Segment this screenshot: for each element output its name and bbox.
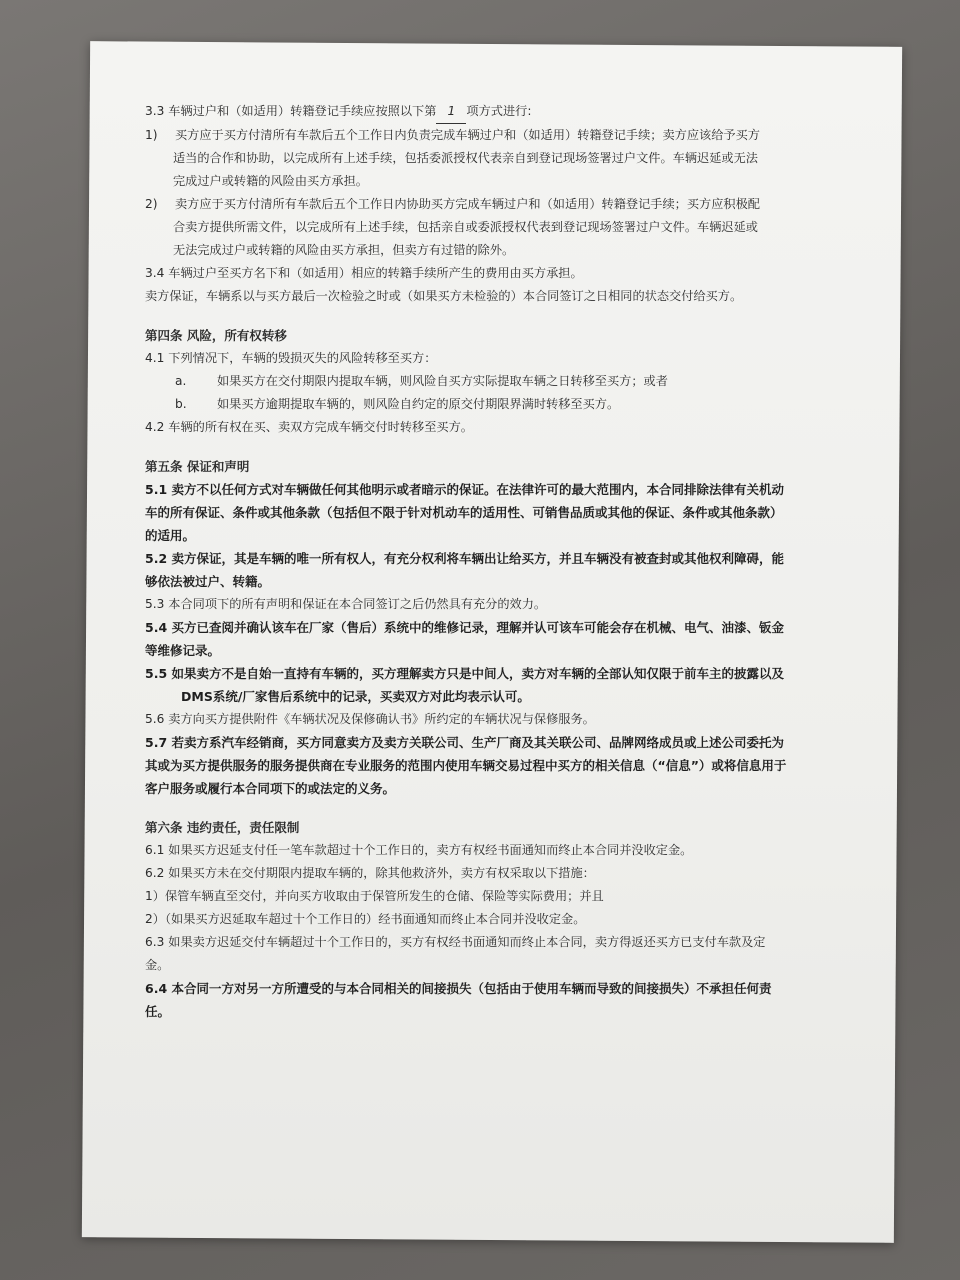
- seller-guarantee: 卖方保证，车辆系以与买方最后一次检验之时或（如果买方未检验的）本合同签订之日相同的状态交付给买方。: [145, 289, 743, 303]
- clause-5-4: 5.4 买方已查阅并确认该车在厂家（售后）系统中的维修记录，理解并认可该车可能会存在机械、电气、油漆、钣金: [145, 620, 784, 635]
- clause-5-7-cont: 其或为买方提供服务的服务提供商在专业服务的范围内使用车辆交易过程中买方的相关信息（“信息”）或将信息用于: [145, 758, 787, 773]
- section-5-heading: 第五条 保证和声明: [145, 459, 250, 474]
- clause-3-3: [145, 100, 845, 124]
- clause-6-1: 6.1 如果买方迟延支付任一笔车款超过十个工作日的，卖方有权经书面通知而终止本合同并没收定金。: [145, 843, 693, 857]
- clause-5-7-cont: 客户服务或履行本合同项下的或法定的义务。: [145, 781, 396, 796]
- clause-4-1-b: [145, 393, 845, 416]
- clause-text: 卖方应于买方付清所有车款后五个工作日内协助买方完成车辆过户和（如适用）转籍登记手续；买方应积极配: [175, 197, 760, 211]
- clause-3-3-2: [145, 193, 845, 216]
- clause-5-1: 5.1 卖方不以任何方式对车辆做任何其他明示或者暗示的保证。在法律许可的最大范围内，本合同排除法律有关机动: [145, 482, 784, 497]
- contract-text: [145, 100, 845, 1023]
- clause-3-3-1-cont: 完成过户或转籍的风险由买方承担。: [173, 174, 368, 188]
- clause-text: 如果买方在交付期限内提取车辆，则风险自买方实际提取车辆之日转移至买方；或者: [217, 374, 668, 388]
- clause-5-7: 5.7 若卖方系汽车经销商，买方同意卖方及卖方关联公司、生产厂商及其关联公司、品牌网络成员或上述公司委托为: [145, 735, 784, 750]
- clause-3-4: 3.4 车辆过户至买方名下和（如适用）相应的转籍手续所产生的费用由买方承担。: [145, 266, 583, 280]
- clause-5-1-cont: 车的所有保证、条件或其他条款（包括但不限于针对机动车的适用性、可销售品质或其他的保证、条件或其他条款）: [145, 505, 783, 520]
- clause-4-1-a: [145, 370, 845, 393]
- clause-3-3-text: 3.3 车辆过户和（如适用）转籍登记手续应按照以下第: [145, 104, 437, 118]
- clause-5-5-cont: DMS系统/厂家售后系统中的记录，买卖双方对此均表示认可。: [181, 689, 530, 704]
- item-number: 2): [145, 197, 158, 211]
- clause-3-3-1-cont: 适当的合作和协助，以完成所有上述手续，包括委派授权代表亲自到登记现场签署过户文件。车辆迟延或无法: [173, 151, 758, 165]
- clause-5-3: 5.3 本合同项下的所有声明和保证在本合同签订之后仍然具有充分的效力。: [145, 597, 547, 611]
- clause-6-3: 6.3 如果卖方迟延交付车辆超过十个工作日的，买方有权经书面通知而终止本合同，卖方得返还买方已支付车款及定: [145, 935, 766, 949]
- clause-text: 如果买方逾期提取车辆的，则风险自约定的原交付期限界满时转移至买方。: [217, 397, 620, 411]
- clause-3-3-2-cont: 无法完成过户或转籍的风险由买方承担，但卖方有过错的除外。: [173, 243, 515, 257]
- clause-3-3-1: [145, 124, 845, 147]
- clause-3-3-2-cont: 合卖方提供所需文件，以完成所有上述手续，包括亲自或委派授权代表到登记现场签署过户文件。车辆迟延或: [173, 220, 758, 234]
- section-6-heading: 第六条 违约责任，责任限制: [145, 820, 300, 835]
- item-letter: b.: [175, 397, 187, 411]
- clause-5-2-cont: 够依法被过户、转籍。: [145, 574, 271, 589]
- clause-4-2: 4.2 车辆的所有权在买、卖双方完成车辆交付时转移至买方。: [145, 420, 473, 434]
- clause-5-2: 5.2 卖方保证，其是车辆的唯一所有权人，有充分权利将车辆出让给买方，并且车辆没有被查封或其他权利障碍，能: [145, 551, 784, 566]
- clause-6-4-cont: 任。: [145, 1004, 171, 1019]
- clause-5-6: 5.6 卖方向买方提供附件《车辆状况及保修确认书》所约定的车辆状况与保修服务。: [145, 712, 595, 726]
- clause-text: 买方应于买方付清所有车款后五个工作日内负责完成车辆过户和（如适用）转籍登记手续；卖方应该给予买方: [175, 128, 760, 142]
- item-number: 1): [145, 128, 158, 142]
- clause-6-2-1: 1）保管车辆直至交付，并向买方收取由于保管所发生的仓储、保险等实际费用；并且: [145, 889, 604, 903]
- section-4-heading: 第四条 风险，所有权转移: [145, 328, 287, 343]
- item-letter: a.: [175, 374, 187, 388]
- clause-5-4-cont: 等维修记录。: [145, 643, 221, 658]
- clause-4-1: 4.1 下列情况下，车辆的毁损灭失的风险转移至买方：: [145, 351, 437, 365]
- clause-6-2-2: 2）（如果买方迟延取车超过十个工作日的）经书面通知而终止本合同并没收定金。: [145, 912, 586, 926]
- clause-6-2: 6.2 如果买方未在交付期限内提取车辆的，除其他救济外，卖方有权采取以下措施：: [145, 866, 595, 880]
- clause-3-3-end: 项方式进行:: [466, 104, 532, 118]
- clause-5-1-cont: 的适用。: [145, 528, 196, 543]
- clause-6-3-cont: 金。: [145, 958, 170, 972]
- clause-5-5: 5.5 如果卖方不是自始一直持有车辆的，买方理解卖方只是中间人，卖方对车辆的全部认知仅限于前车主的披露以及: [145, 666, 784, 681]
- handwritten-option-mark: 1: [436, 100, 466, 124]
- clause-6-4: 6.4 本合同一方对另一方所遭受的与本合同相关的间接损失（包括由于使用车辆而导致的间接损失）不承担任何责: [145, 981, 772, 996]
